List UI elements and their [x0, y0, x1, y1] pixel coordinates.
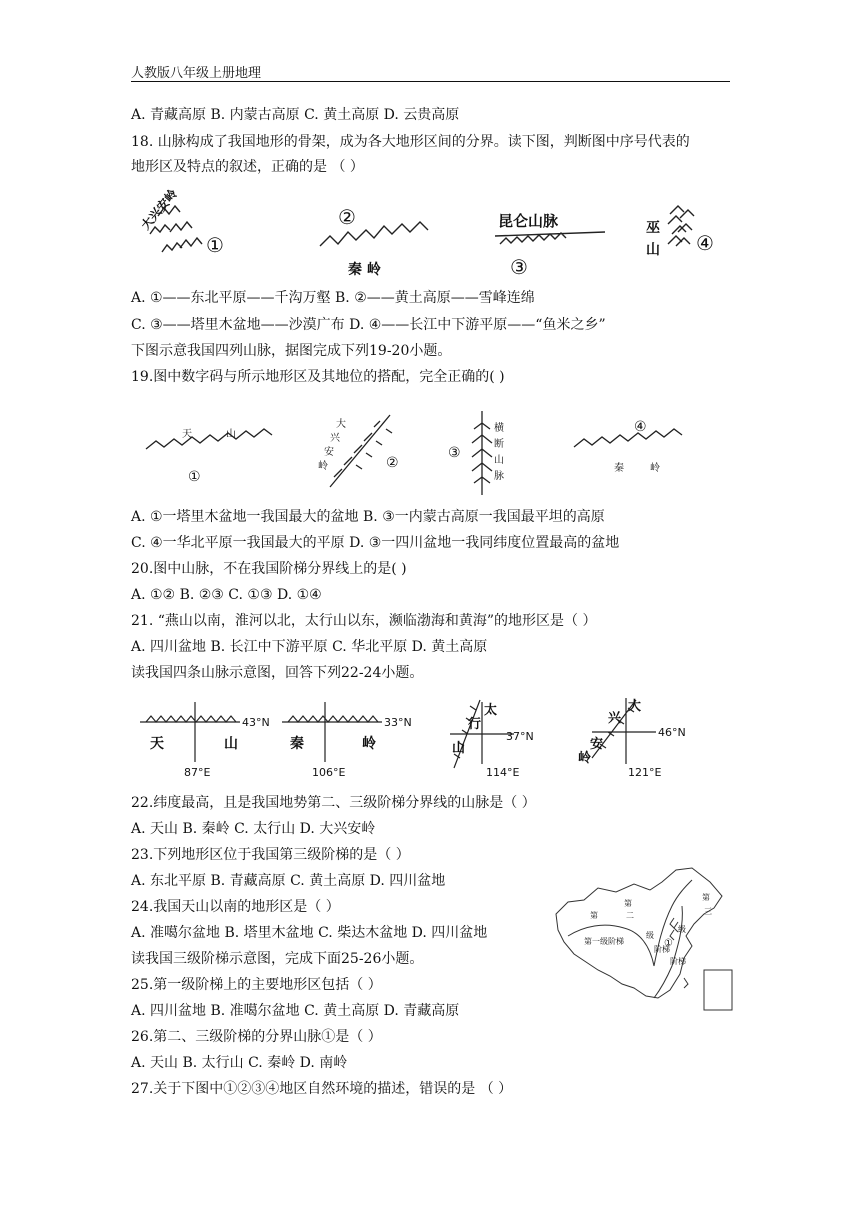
q23-stem: 23.下列地形区位于我国第三级阶梯的是（ ）	[131, 847, 410, 863]
q18-label-4: ④	[696, 231, 714, 255]
page-header: 人教版八年级上册地理	[131, 66, 262, 81]
qinling-label: 秦 岭	[348, 262, 381, 278]
step2-b: 二	[626, 911, 634, 920]
tianshan-lat: 43°N	[242, 716, 270, 729]
q19-tianshan-a: 天	[182, 429, 192, 440]
step3-d: 阶梯	[670, 957, 686, 966]
intro-25-26: 读我国三级阶梯示意图，完成下面25-26小题。	[131, 951, 424, 967]
q21-options: A. 四川盆地 B. 长江中下游平原 C. 华北平原 D. 黄土高原	[131, 639, 488, 655]
dxal-d: 岭	[578, 751, 592, 766]
intro-22-24: 读我国四条山脉示意图，回答下列22-24小题。	[131, 665, 424, 681]
q19-stem: 19.图中数字码与所示地形区及其地位的搭配，完全正确的( )	[131, 369, 505, 385]
q18-label-1: ①	[206, 233, 224, 257]
step1-a: 第	[590, 911, 598, 920]
step3-b: 三	[704, 907, 712, 916]
q20-options: A. ①② B. ②③ C. ①③ D. ①④	[131, 587, 322, 603]
tianshan-b: 山	[224, 736, 238, 752]
step2-c: 级	[646, 931, 654, 940]
qinling-a: 秦	[290, 736, 304, 752]
q24-stem: 24.我国天山以南的地形区是（ ）	[131, 899, 340, 915]
step-first-label: 第一级阶梯	[584, 937, 624, 946]
wushan-label-a: 巫	[646, 220, 660, 236]
step3-c: 级	[678, 925, 686, 934]
q19-hd-4: 脉	[494, 471, 504, 482]
q18-stem-2: 地形区及特点的叙述，正确的是 （ ）	[131, 159, 364, 175]
kunlun-label: 昆仑山脉	[498, 212, 559, 230]
q19-label-1: ①	[188, 469, 201, 485]
china-three-steps-map	[554, 866, 734, 1016]
q19-label-4: ④	[634, 419, 647, 435]
q26-stem: 26.第二、三级阶梯的分界山脉①是（ ）	[131, 1029, 382, 1045]
q22-options: A. 天山 B. 秦岭 C. 太行山 D. 大兴安岭	[131, 821, 376, 837]
tianshan-a: 天	[150, 736, 164, 752]
taihang-a: 太	[484, 703, 498, 718]
dxal-c: 安	[590, 737, 604, 752]
q18-label-2: ②	[338, 205, 356, 229]
q25-options: A. 四川盆地 B. 准噶尔盆地 C. 黄土高原 D. 青藏高原	[131, 1003, 460, 1019]
q19-dxal-4: 岭	[318, 461, 328, 472]
daxinganling-label: 大兴安岭	[138, 186, 181, 233]
q23-options: A. 东北平原 B. 青藏高原 C. 黄土高原 D. 四川盆地	[131, 873, 446, 889]
q19-hd-1: 横	[494, 423, 504, 434]
step2-d: 阶梯	[654, 945, 670, 954]
header-rule	[131, 81, 730, 82]
q19-hd-3: 山	[494, 455, 504, 466]
q22-stem: 22.纬度最高，且是我国地势第二、三级阶梯分界线的山脉是（ ）	[131, 795, 536, 811]
intro-19-20: 下图示意我国四列山脉，据图完成下列19-20小题。	[131, 343, 452, 359]
q20-stem: 20.图中山脉，不在我国阶梯分界线上的是( )	[131, 561, 407, 577]
step3-a: 第	[702, 893, 710, 902]
step-boundary-1: ①	[664, 938, 673, 949]
dxal-b: 兴	[608, 711, 622, 726]
q19-label-2: ②	[386, 455, 399, 471]
qinling-lon: 106°E	[312, 766, 346, 779]
dxal-lon: 121°E	[628, 766, 662, 779]
q19-qinling-b: 岭	[650, 463, 660, 474]
q22-mountain-figure	[140, 692, 700, 784]
q19-label-3: ③	[448, 445, 461, 461]
q27-stem: 27.关于下图中①②③④地区自然环境的描述，错误的是 （ ）	[131, 1081, 513, 1097]
q18-stem-1: 18. 山脉构成了我国地形的骨架，成为各大地形区间的分界。读下图，判断图中序号代表的	[131, 134, 690, 150]
q26-options: A. 天山 B. 太行山 C. 秦岭 D. 南岭	[131, 1055, 348, 1071]
q24-options: A. 准噶尔盆地 B. 塔里木盆地 C. 柴达木盆地 D. 四川盆地	[131, 925, 488, 941]
q19-dxal-2: 兴	[330, 433, 340, 444]
taihang-c: 山	[452, 741, 466, 756]
step2-a: 第	[624, 899, 632, 908]
q18-label-3: ③	[510, 255, 528, 279]
q19-tianshan-b: 山	[226, 429, 236, 440]
qinling-lat: 33°N	[384, 716, 412, 729]
q19-qinling-a: 秦	[614, 463, 624, 474]
q17-options: A. 青藏高原 B. 内蒙古高原 C. 黄土高原 D. 云贵高原	[131, 107, 460, 123]
q19-hd-2: 断	[494, 439, 504, 450]
taihang-lon: 114°E	[486, 766, 520, 779]
q18-options-1: A. ①——东北平原——千沟万壑 B. ②——黄土高原——雪峰连绵	[131, 290, 535, 306]
dxal-a: 大	[628, 699, 642, 714]
taihang-lat: 37°N	[506, 730, 534, 743]
q21-stem: 21. “燕山以南，淮河以北，太行山以东，濒临渤海和黄海”的地形区是（ ）	[131, 613, 597, 629]
taihang-b: 行	[468, 717, 482, 732]
q19-dxal-1: 大	[336, 419, 346, 430]
wushan-label-b: 山	[646, 242, 660, 258]
q19-mountain-figure	[140, 405, 710, 500]
q19-options-2: C. ④一华北平原一我国最大的平原 D. ③一四川盆地一我同纬度位置最高的盆地	[131, 535, 620, 551]
qinling-b: 岭	[362, 736, 376, 752]
q19-options-1: A. ①一塔里木盆地一我国最大的盆地 B. ③一内蒙古高原一我国最平坦的高原	[131, 509, 605, 525]
dxal-lat: 46°N	[658, 726, 686, 739]
q18-options-2: C. ③——塔里木盆地——沙漠广布 D. ④——长江中下游平原——“鱼米之乡”	[131, 317, 606, 333]
q19-dxal-3: 安	[324, 447, 334, 458]
q18-mountain-figure	[140, 188, 720, 280]
q25-stem: 25.第一级阶梯上的主要地形区包括（ ）	[131, 977, 382, 993]
tianshan-lon: 87°E	[184, 766, 211, 779]
